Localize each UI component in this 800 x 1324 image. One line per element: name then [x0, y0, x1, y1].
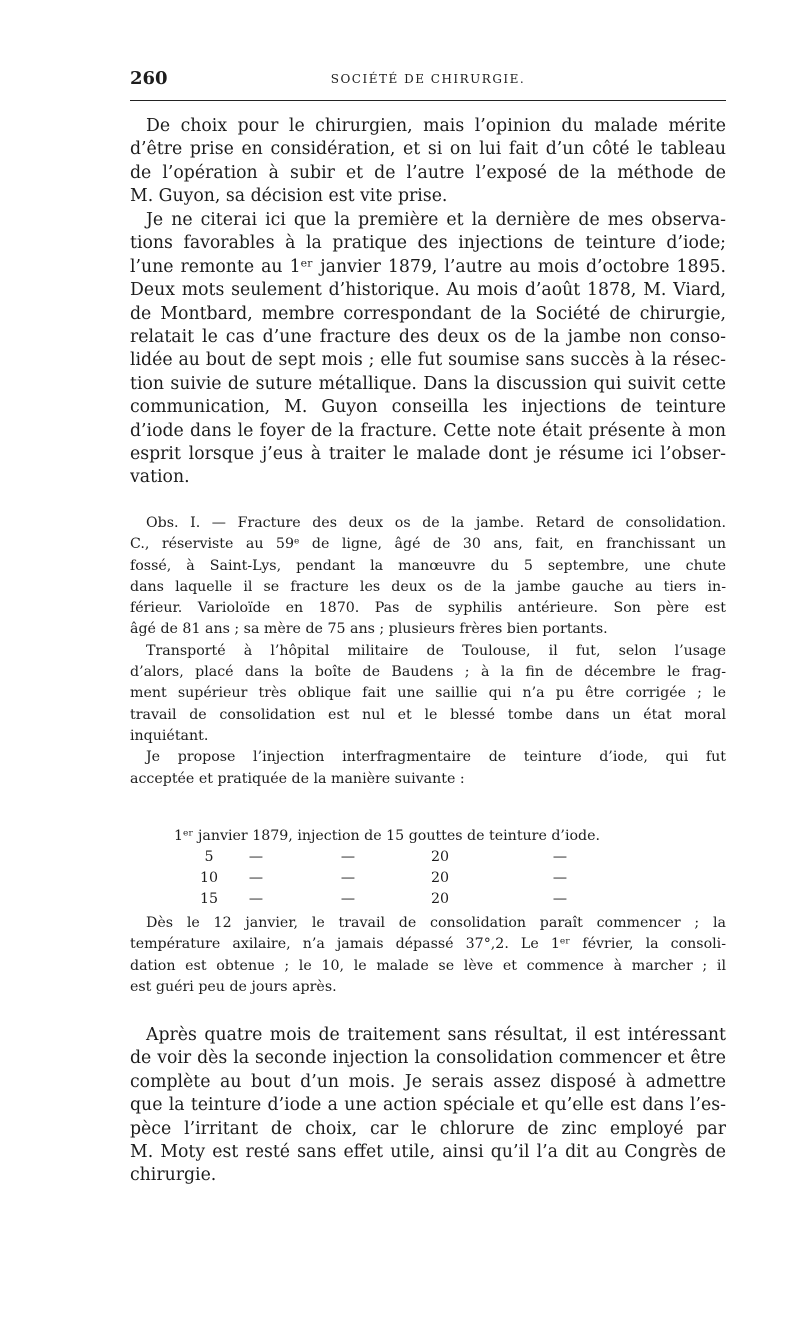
text-line: de l’opération à subir et de l’autre l’exposé de la méthode de: [130, 162, 726, 183]
text-line: lidée au bout de sept mois ; elle fut soumise sans succès à la résec-: [130, 350, 726, 371]
text-line: d’alors, placé dans la boîte de Baudens ; à la fin de décembre le frag-: [130, 664, 726, 681]
text-line: chirurgie.: [130, 1165, 217, 1186]
text-line: de voir dès la seconde injection la consolidation commencer et être: [130, 1048, 726, 1069]
ditto-cell: —: [552, 870, 568, 886]
text-line: âgé de 81 ans ; sa mère de 75 ans ; plusieurs frères bien portants.: [130, 621, 608, 638]
text-line: relatait le cas d’une fracture des deux os de la jambe non conso-: [130, 326, 726, 347]
injection-table: [130, 826, 726, 910]
ditto-cell: —: [340, 891, 356, 907]
table-row: [130, 868, 726, 889]
ditto-cell: —: [248, 849, 264, 865]
drops-cell: 20: [430, 849, 450, 865]
text-line: Obs. I. — Fracture des deux os de la jambe. Retard de consolidation.: [146, 515, 726, 531]
observation-outcome: [130, 913, 726, 998]
table-row: [130, 847, 726, 868]
text-line: température axilaire, n’a jamais dépassé 37°,2. Le 1ᵉʳ février, la consoli-: [130, 936, 726, 953]
text-line: Transporté à l’hôpital militaire de Toulouse, il fut, selon l’usage: [146, 642, 726, 659]
ditto-cell: —: [340, 870, 356, 886]
text-line: ment supérieur très oblique fait une saillie qui n’a pu être corrigée ; le: [130, 685, 726, 702]
page-number: 260: [130, 68, 168, 89]
text-line: d’iode dans le foyer de la fracture. Cette note était présente à mon: [130, 420, 726, 441]
running-head: SOCIÉTÉ DE CHIRURGIE.: [330, 72, 526, 86]
drops-cell: 20: [430, 891, 450, 907]
ditto-cell: —: [340, 849, 356, 865]
paragraph-3: [130, 1024, 726, 1188]
day-cell: 10: [199, 870, 219, 886]
text-line: que la teinture d’iode a une action spéciale et qu’elle est dans l’es-: [130, 1095, 726, 1116]
text-line: dans laquelle il se fracture les deux os de la jambe gauche au tiers in-: [130, 578, 726, 595]
text-line: vation.: [130, 467, 190, 488]
table-row: [130, 826, 726, 847]
day-cell: 5: [204, 849, 214, 865]
text-line: Je ne citerai ici que la première et la dernière de mes observa-: [146, 210, 726, 230]
text-line: tion suivie de suture métallique. Dans la discussion qui suivit cette: [130, 373, 726, 394]
text-line: Après quatre mois de traitement sans résultat, il est intéressant: [146, 1025, 726, 1045]
paragraph-2: [130, 209, 726, 490]
paragraph-1: [130, 115, 726, 209]
text-line: complète au bout d’un mois. Je serais assez disposé à admettre: [130, 1071, 726, 1092]
text-line: l’une remonte au 1ᵉʳ janvier 1879, l’autre au mois d’octobre 1895.: [130, 256, 726, 277]
text-line: Je propose l’injection interfragmentaire de teinture d’iode, qui fut: [146, 749, 726, 766]
text-line: pèce l’irritant de choix, car le chlorure de zinc employé par: [130, 1118, 726, 1139]
text-line: inquiétant.: [130, 727, 209, 744]
text-line: Dès le 12 janvier, le travail de consolidation paraît commencer ; la: [146, 915, 726, 931]
text-line: tions favorables à la pratique des injections de teinture d’iode;: [130, 233, 726, 254]
table-row: [130, 889, 726, 910]
text-line: est guéri peu de jours après.: [130, 978, 337, 995]
text-line: communication, M. Guyon conseilla les injections de teinture: [130, 397, 726, 418]
observation-1: [130, 513, 726, 790]
text-line: esprit lorsque j’eus à traiter le malade dont je résume ici l’obser-: [130, 443, 726, 464]
ditto-cell: —: [248, 891, 264, 907]
text-line: dation est obtenue ; le 10, le malade se lève et commence à marcher ; il: [130, 957, 726, 974]
page-header: [130, 68, 726, 92]
text-line: de Montbard, membre correspondant de la Société de chirurgie,: [130, 303, 726, 324]
ditto-cell: —: [552, 891, 568, 907]
text-line: férieur. Varioloïde en 1870. Pas de syphilis antérieure. Son père est: [130, 600, 726, 617]
drops-cell: 20: [430, 870, 450, 886]
day-cell: 15: [199, 891, 219, 907]
text-line: C., réserviste au 59ᵉ de ligne, âgé de 30 ans, fait, en franchissant un: [130, 536, 726, 553]
text-line: acceptée et pratiquée de la manière suivante :: [130, 770, 465, 787]
header-rule: [130, 100, 726, 101]
text-line: M. Moty est resté sans effet utile, ainsi qu’il l’a dit au Congrès de: [130, 1141, 726, 1162]
text-line: M. Guyon, sa décision est vite prise.: [130, 186, 448, 207]
ditto-cell: —: [248, 870, 264, 886]
text-line: travail de consolidation est nul et le blessé tombe dans un état moral: [130, 706, 726, 723]
text-line: De choix pour le chirurgien, mais l’opinion du malade mérite: [146, 116, 726, 136]
ditto-cell: —: [552, 849, 568, 865]
text-line: Deux mots seulement d’historique. Au mois d’août 1878, M. Viard,: [130, 280, 726, 301]
text-line: fossé, à Saint-Lys, pendant la manœuvre du 5 septembre, une chute: [130, 557, 726, 574]
table-first-row: 1ᵉʳ janvier 1879, injection de 15 gouttes de teinture d’iode.: [174, 828, 601, 844]
text-line: d’être prise en considération, et si on lui fait d’un côté le tableau: [130, 139, 726, 160]
